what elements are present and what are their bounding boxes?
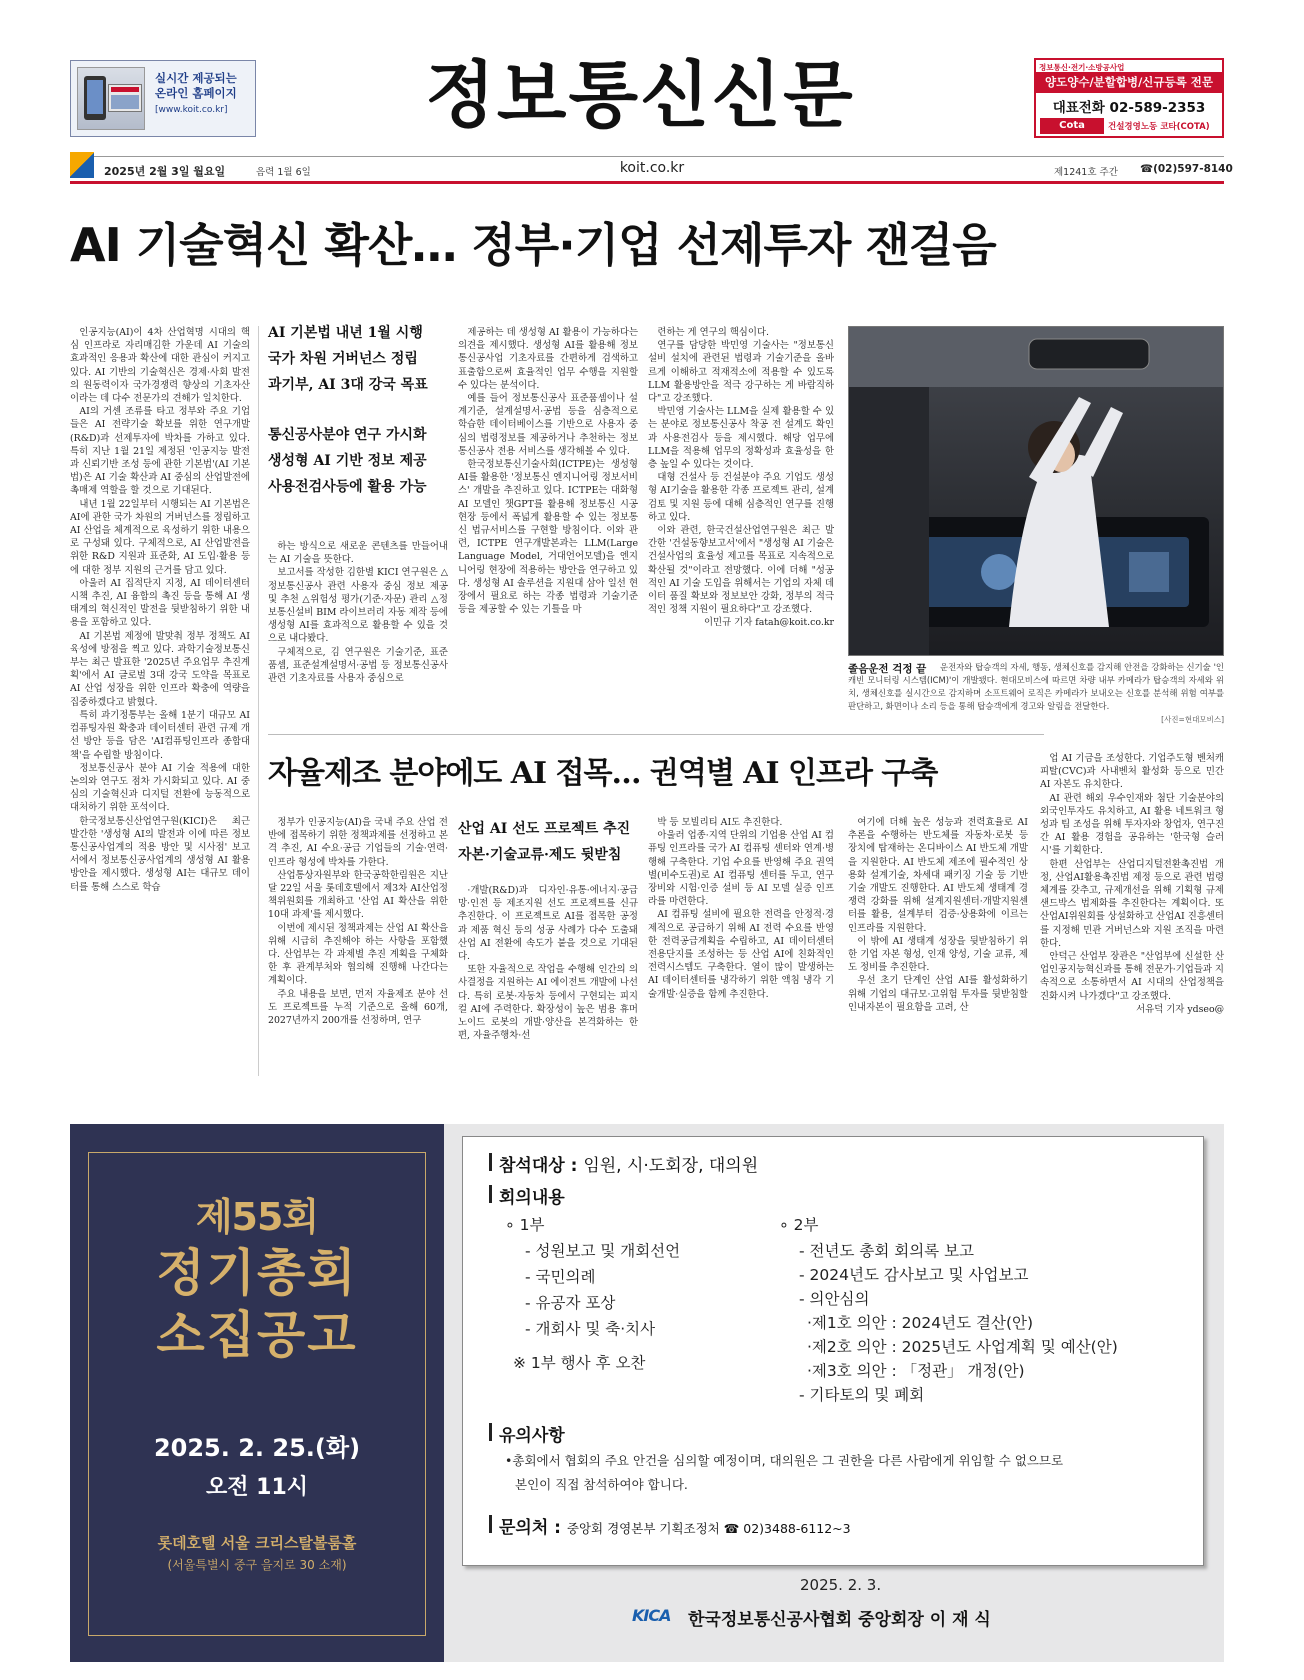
paragraph: 한국정보통신기술사회(ICTPE)는 생성형 AI를 활용한 '정보통신 엔지니어링 정보서비스' 개발을 추진하고 있다. ICTPE는 대화형 AI 모델인 챗GPT를 활용해 정보통신 시공현장 등에서 폭넓게 활용할 수 있는 정보통신 법규서비스를 구현할 방침이다. 이와 관련, ICTPE 연구개발본과는 LLM(Large Language Model, 거대언어모델)을 엔지니어링 현장에 적용하는 방안을 연구하고 있다. 생성형 AI 솔루션을 지원대 삼아 일선 현장에서 필요로 하는 각종 법령과 기술기준 등을 제공할 수 있는 기틀을 마 [458,459,638,616]
ad-small-text: 정보통신·전기·소방공사업 [1039,63,1125,72]
paragraph: AI 관련 해외 우수인재와 첨단 기술분야의 외국인투자도 유치하고, AI 활용 네트워크 형성과 팀 조성을 위해 투자자와 창업자, 연구진 간 AI 활용 경험을 공유하는 '한국형 슬러시'를 기획한다. [1040,792,1224,857]
paragraph: 아울러 업종·지역 단위의 기업용 산업 AI 컴퓨팅 인프라를 국가 AI 컴퓨팅 센터와 연계·병행해 구축한다. 기업 수요를 반영해 주요 권역별(비수도권)로 AI 컴퓨팅 센터를 두고, 연구 장비와 시험·인증 설비 등 AI 모델 실증 인프라를 마련한다. [648,830,834,908]
cota-logo-icon: Cota [1040,118,1104,134]
cota-ad[interactable] [1034,58,1224,138]
issue-number: 제1241호 주간 [1054,167,1118,178]
lunar-date: 음력 1월 6일 [256,167,311,178]
attendees-label: 참석대상 : [499,1156,578,1176]
paragraph: 이번에 제시된 정책과제는 산업 AI 확산을 위해 시급히 추진해야 하는 사항을 포함했다. 산업부는 각 과제별 추진 계획을 구체화한 후 관계부처와 협의해 진행해 나간다는 계획이다. [268,922,448,987]
part1-item: - 유공자 포상 [525,1294,616,1312]
news-photo [848,326,1224,656]
caution-heading: 유의사항 [499,1421,565,1446]
attendees-value: 임원, 시·도회장, 대의원 [583,1156,759,1176]
paragraph: 우선 초기 단계인 산업 AI를 활성화하기 위해 기업의 대규모·고위험 투자를 뒷받침할 인내자본이 필요함을 고려, 산 [848,975,1028,1013]
meeting-time: 오전 11시 [205,1475,309,1500]
paragraph: 안덕근 산업부 장관은 "산업부에 신설한 산업인공지능혁신과를 통해 전문가·기업들과 지속적으로 소통하면서 AI 시대의 산업정책을 진화시켜 나가겠다"고 강조했다. [1040,951,1224,1002]
ad-phone: 대표전화 02-589-2353 [1052,100,1206,116]
part2-item: ·제3호 의안 : 「정관」 개정(안) [807,1362,1025,1380]
byline: 서유덕 기자 ydseo@ [1136,1003,1224,1015]
main-headline: AI 기술혁신 확산… 정부·기업 선제투자 잰걸음 [70,218,996,272]
paragraph: 여기에 더해 높은 성능과 전력효율로 AI 추론을 수행하는 반도체를 자동차·로봇 등 장치에 탑재하는 온디바이스 AI 반도체 개발을 지원한다. AI 반도체 제조에 필수적인 상용화 설계기술, 차세대 패키징 기술 등 기반기술 개발도 진행한다. AI 반도체 생태계 경쟁력 강화를 위해 설계지원센터·개발지원센터를 활용, 설계부터 검증·상용화에 이르는 인프라를 지원한다. [848,817,1028,934]
caption-body: 운전자와 탑승객의 자세, 행동, 생체신호를 감지해 안전을 강화하는 신기술 '인캐빈 모니터링 시스템(ICM)'이 개발됐다. 현대모비스에 따르면 차량 내부 카메라가 탑승객의 자세와 위치, 생체신호를 실시간으로 감지하며 소프트웨어 로직은 카메라가 보내오는 신호를 분석해 위험 여부를 판단하고, 화면이나 소리 등을 통해 탑승객에게 경고와 알림을 전달한다. [848,662,1224,711]
caption-credit: [사진=현대모비스] [1161,715,1224,724]
meeting-title-2: 소집공고 [156,1306,358,1364]
brand-mark-icon [70,152,94,178]
paragraph: 박민영 기술사는 LLM을 실제 활용할 수 있는 분야로 정보통신공사 착공 전 설계도 확인과 사용전검사 등을 제시했다. 해당 업무에 LLM을 적용해 업무의 정확성과 효율성을 한층 높일 수 있다는 것이다. [648,406,834,471]
issue-date-notice: 2025. 2. 3. [800,1576,882,1594]
promo-line1: 실시간 제공되는 [155,71,237,85]
issue-date: 2025년 2월 3일 월요일 [104,165,226,178]
part2-item: - 2024년도 감사보고 및 사업보고 [799,1266,1029,1284]
part2-item: ·제1호 의안 : 2024년도 결산(안) [807,1314,1034,1332]
column-separator [258,326,259,1076]
paragraph: 인공지능(AI)이 4차 산업혁명 시대의 핵심 인프라로 자리매김한 가운데 AI 기술의 효과적인 응용과 확산에 대한 관심이 커지고 있다. AI 기반의 기술혁신은 경제·사회 발전의 원동력이자 국가경쟁력 향상의 기초자산이라는 데 다수 전문가의 견해가 일치한다. [70,327,250,405]
paragraph: 정부가 인공지능(AI)을 국내 주요 산업 전반에 접목하기 위한 정책과제를 선정하고 본격 추진, AI 수요·공급 기업들의 기술·연력·인프라 형성에 박차를 가한다. [268,817,448,868]
part2-item: - 기타토의 및 폐회 [799,1386,925,1404]
article2-column-1 [268,816,448,1110]
promo-line2: 온라인 홈페이지 [155,86,237,100]
part1-note: ※ 1부 행사 후 오찬 [513,1354,646,1372]
contact-section [499,1513,851,1538]
car-interior-photo-icon [849,327,1224,656]
contact-label: 문의처 : [499,1518,561,1538]
part1-text: 1부 [519,1216,545,1234]
ad-main-text: 양도양수/분할합병/신규등록 전문 [1036,72,1222,93]
promo-url[interactable]: [www.koit.co.kr] [155,105,228,115]
paragraph: 연구를 담당한 박민영 기술사는 "정보통신설비 설치에 관련된 법령과 기술기준을 올바르게 이해하고 적재적소에 적용할 수 있도록 LLM 활용방안을 적극 강구하는 게 바람직하다"고 강조했다. [648,340,834,405]
paragraph: 보고서를 작성한 김한별 KICI 연구원은 △정보통신공사 관련 사용자 중심 정보 제공 및 추천 △위험성 평가(기준·자문) 관리 △정보통신설비 BIM 라이브러리 자동 제작 등에 생성형 AI를 효과적으로 활용할 수 있을 것으로 내다봤다. [268,567,448,645]
paragraph: 내년 1월 22일부터 시행되는 AI 기본법은 AI에 관한 국가 차원의 거버넌스를 정립하고 AI 산업을 체계적으로 육성하기 위한 내용으로 구성돼 있다. 구체적으로, AI 산업발전을 위한 R&D 지원과 표준화, AI 도입·활용 등에 대한 정부 지원의 근거를 담고 있다. [70,498,250,576]
article2-column-2 [458,884,638,1110]
second-headline: 자율제조 분야에도 AI 접목… 권역별 AI 인프라 구축 [268,756,938,791]
subhead-line: 사용전검사등에 활용 가능 [268,479,427,495]
part2-text: 2부 [793,1216,819,1234]
meeting-info-box [462,1136,1204,1566]
paragraph: ·개발(R&D)과 디자인·유통·에너지·공급망·인전 등 제조지원 선도 프로젝트를 신규 추진한다. 이 프로젝트로 AI를 접목한 공정과 제품 혁신 등의 성공 사례가 다수 도출돼 산업 AI 전환에 속도가 붙을 것으로 기대된다. [458,885,638,963]
article1-column-1 [70,326,250,1110]
byline: 이민규 기자 fatah@koit.co.kr [703,617,834,629]
paragraph: 제공하는 데 생성형 AI 활용이 가능하다는 의견을 제시했다. 생성형 AI를 활용해 정보통신공사업 기초자료를 간편하게 검색하고 표출함으로써 효율적인 업무 수행을 지원할 수 있다는 분석이다. [458,327,638,391]
paragraph: 대형 건설사 등 건설분야 주요 기업도 생성형 AI기술을 활용한 각종 프로젝트 관리, 설계 검토 및 지원 등에 대해 심층적인 연구를 진행하고 있다. [648,472,834,523]
part1-item: - 국민의례 [525,1268,596,1286]
part1-label: ∘ 1부 [505,1216,545,1234]
section-rule [268,734,1044,735]
subhead-line: 과기부, AI 3대 강국 목표 [268,377,428,393]
article1-column-2 [268,540,448,726]
paragraph: 아울러 AI 집적단지 지정, AI 데이터센터 시책 추진, AI 융합의 촉진 등을 통해 AI 생태계의 혁신적인 발전을 뒷받침하기 위한 내용을 포함하고 있다. [70,577,250,629]
subhead-line: 생성형 AI 기반 정보 제공 [268,453,427,469]
article2-column-5 [1040,752,1224,1110]
paragraph: 또한 자율적으로 작업을 수행해 인간의 의사결정을 지원하는 AI 에이전트 개발에 나선다. 특히 로봇·자동차 등에서 구현되는 피지컬 AI에 주력한다. 확장성이 높은 범용 휴머노이드 로봇의 개발·양산을 본격화하는 한편, 자율주행차·선 [458,964,638,1042]
paragraph: 산업통상자원부와 한국공학한림원은 지난달 22일 서울 롯데호텔에서 제3차 AI산업정책위원회를 개최하고 '산업 AI 확산을 위한 10대 과제'를 제시했다. [268,869,448,921]
agenda-heading: 회의내용 [499,1183,565,1208]
paragraph: AI의 거센 조류를 타고 정부와 주요 기업들은 AI 전략기술 확보를 위한 연구개발(R&D)과 선제투자에 박차를 가하고 있다. 특히 지난 1월 21일 제정된 '인공지능 발전과 신뢰기반 조성 등에 관한 기본법'(AI 기본법)은 AI 기술 확산과 AI 중심의 산업발전에 촉매제 역할을 할 것으로 기대된다. [70,406,250,497]
caption-title: 졸음운전 걱정 끝 [848,663,927,675]
paragraph: AI 기본법 제정에 발맞춰 정부 정책도 AI 육성에 방점을 찍고 있다. 과학기술정보통신부는 최근 발표한 '2025년 주요업무 추진계획'에서 AI 글로벌 3대 강국 도약을 목표로 AI 산업 성장을 위한 인프라 확충에 역량을 집중하겠다고 밝혔다. [70,630,250,708]
phone-number: ☎(02)597-8140 [1140,163,1233,175]
paragraph: 련하는 게 연구의 핵심이다. [657,327,769,338]
article1-subhead-2 [268,422,448,500]
top-rule [70,156,1224,157]
paragraph: 이와 관련, 한국건설산업연구원은 최근 발간한 '건설동향보고서'에서 "생성형 AI 기술은 건설사업의 효율성 제고를 목표로 지속적으로 확산될 것"이라고 전망했다. 이에 더해 "성공적인 AI 기술 도입을 위해서는 기업의 자체 데이터 품질 확보와 정보보안 강화, 정부의 적극적인 정책 지원이 필요하다"고 강조했다. [648,525,834,616]
paragraph: 업 AI 기금을 조성한다. 기업주도형 벤처캐피탈(CVC)과 사내벤처 활성화 등으로 민간 AI 자본도 유치한다. [1040,753,1224,791]
subhead-line: 통신공사분야 연구 가시화 [268,427,427,443]
subhead-line: 산업 AI 선도 프로젝트 추진 [458,821,631,837]
paragraph: 하는 방식으로 새로운 콘텐츠를 만들어내는 AI 기술을 뜻한다. [268,541,448,566]
kica-logo-icon: KICA [632,1606,671,1625]
part2-label: ∘ 2부 [779,1216,819,1234]
article2-column-3 [648,816,834,1110]
ad-company: 건설경영노동 코타(COTA) [1108,122,1210,132]
newspaper-title: 정보통신신문 [425,52,855,137]
meeting-place: 롯데호텔 서울 크리스탈볼룸홀 [157,1534,357,1552]
article2-subhead [458,816,638,868]
phone-laptop-icon [77,67,145,130]
paragraph: 구체적으로, 김 연구원은 기술기준, 표준품셈, 표준설계설명서·공법 등 정보통신공사 관련 기초자료를 사용자 중심으로 [268,646,448,685]
part2-item: - 전년도 총회 회의록 보고 [799,1242,975,1260]
homepage-promo[interactable] [70,60,256,137]
caption-text [848,661,1224,726]
paragraph: 한국정보통신산업연구원(KICI)은 최근 발간한 '생성형 AI의 발전과 이에 따른 정보통신공사업계의 적용 방안 및 시사점' 보고서에서 정보통신공사업계의 생성형 AI 활용방안을 제시했다. 생성형 AI는 대규모 데이터를 통해 스스로 학습 [70,815,250,893]
paragraph: 박 등 모빌리티 AI도 추진한다. [657,817,783,828]
paragraph: 정보통신공사 분야 AI 기술 적용에 대한 논의와 연구도 점차 가시화되고 있다. AI 중심의 기술혁신과 디지털 전환에 능동적으로 대처하기 위한 포석이다. [70,762,250,814]
meeting-date: 2025. 2. 25.(화) [153,1434,361,1462]
subhead-line: 자본·기술교류·제도 뒷받침 [458,847,622,863]
paragraph: 예를 들어 정보통신공사 표준품셈이나 설계기준, 설계설명서·공법 등을 심층적으로 학습한 데이터베이스를 기반으로 사용자 중심의 법령정보를 제공하거나 추천하는 정보통신공사 전용 서비스를 생각해볼 수 있다. [458,393,638,457]
paragraph: AI 컴퓨팅 설비에 필요한 전력을 안정적·경제적으로 공급하기 위해 AI 전력 수요를 반영한 전력공급계획을 수립하고, AI 데이터센터 전용단지를 조성하는 등 산업 AI에 친화적인 전력시스템도 구축한다. 열이 많이 발생하는 AI 데이터센터를 냉각하기 위한 액침 냉각 기술개발·실증을 함께 추진한다. [648,909,834,1000]
paragraph: 한편 산업부는 산업디지털전환촉진법 개정, 산업AI활용촉진법 제정 등으로 관련 법령 체계를 갖추고, 규제개선을 위해 기획형 규제샌드박스 법제화를 추진한다는 계획이다. 또 산업AI위원회를 상설화하고 산업AI 진흥센터를 지정해 민관 거버넌스와 지원 조직을 마련한다. [1040,858,1224,949]
caution-line-2: 본인이 직접 참석하여야 합니다. [515,1477,688,1492]
article1-subhead-1 [268,320,448,398]
article1-column-4 [648,326,834,726]
article1-column-3 [458,326,638,726]
part2-item: ·제2호 의안 : 2025년도 사업계획 및 예산(안) [807,1338,1118,1356]
paragraph: 특히 과기정통부는 올해 1분기 대규모 AI컴퓨팅자원 확충과 데이터센터 관련 규제 개선 방안 등을 담은 'AI컴퓨팅인프라 종합대책'을 수립할 방침이다. [70,709,250,761]
contact-value: 중앙회 경영본부 기획조정처 ☎ 02)3488-6112~3 [566,1521,851,1536]
part1-item: - 개회사 및 축·치사 [525,1320,656,1338]
caution-line-1: •총회에서 협회의 주요 안건을 심의할 예정이며, 대의원은 그 권한을 다른 사람에게 위임할 수 없으므로 [505,1453,1064,1468]
general-meeting-banner [70,1124,444,1662]
paragraph: 이 밖에 AI 생태계 성장을 뒷받침하기 위한 기업 자본 형성, 인재 양성, 기술 교류, 제도 정비를 추진한다. [848,935,1028,974]
organization-name: 한국정보통신공사협회 중앙회장 이 재 식 [688,1610,991,1630]
attendees-section [499,1151,758,1176]
red-rule [70,181,1224,184]
subhead-line: AI 기본법 내년 1월 시행 [268,325,423,341]
subhead-line: 국가 차원 거버넌스 정립 [268,351,418,367]
meeting-address: (서울특별시 중구 을지로 30 소재) [167,1558,347,1572]
part2-item: - 의안심의 [799,1290,870,1308]
meeting-session: 제55회 [195,1195,319,1239]
article2-column-4 [848,816,1028,1110]
paragraph: 주요 내용을 보면, 먼저 자율제조 분야 선도 프로젝트를 누적 기준으로 올해 60개, 2027년까지 200개를 선정하며, 연구 [268,988,448,1027]
part1-item: - 성원보고 및 개회선언 [525,1242,681,1260]
meeting-title-1: 정기총회 [156,1244,358,1302]
site-url[interactable]: koit.co.kr [619,160,685,176]
